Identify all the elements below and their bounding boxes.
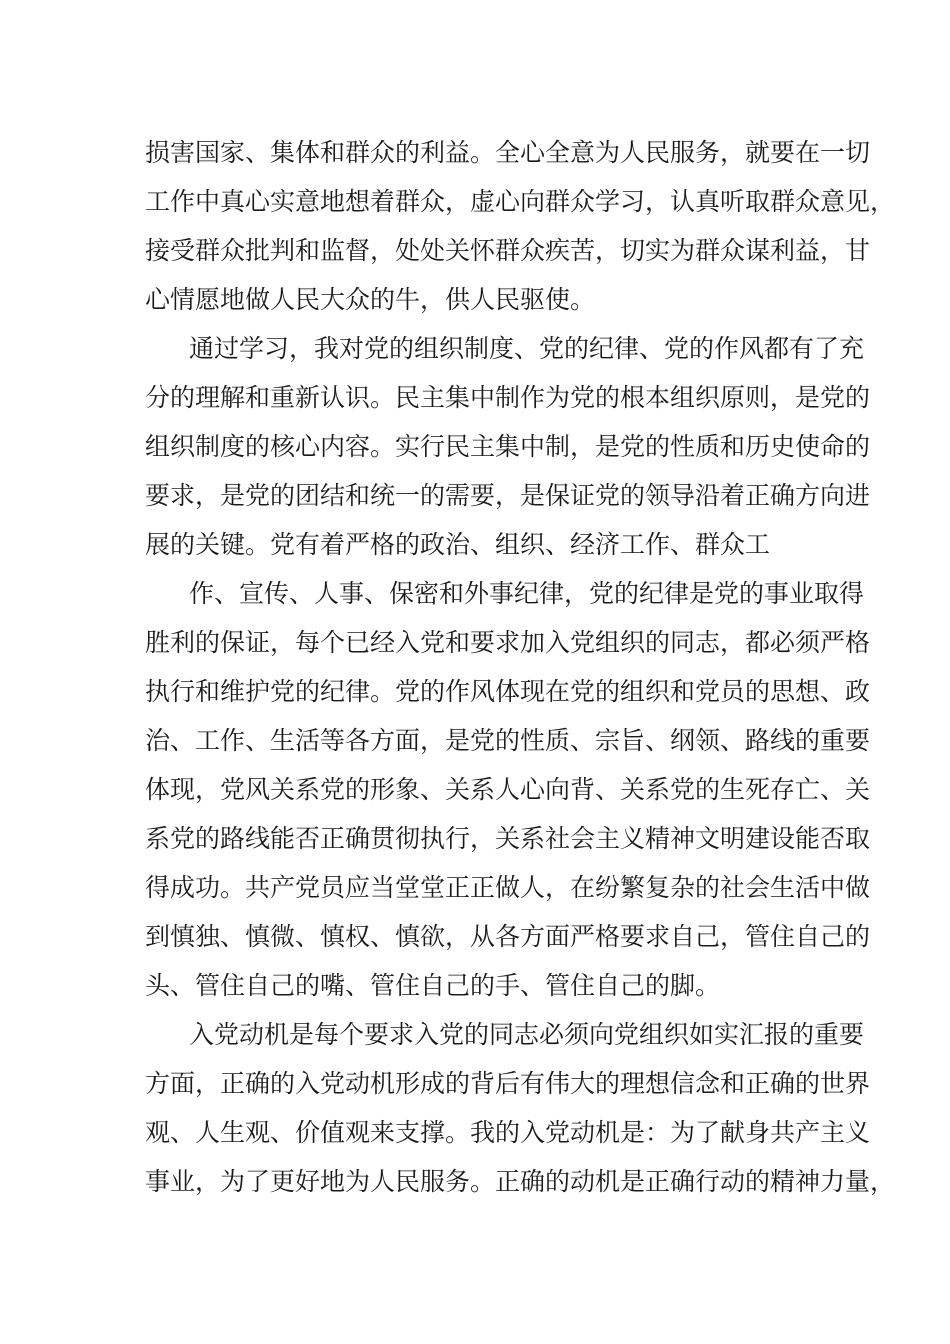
paragraph-2-line-4: 要求，是党的团结和统一的需要，是保证党的领导沿着正确方向进 bbox=[145, 481, 871, 510]
paragraph-4-line-4: 事业，为了更好地为人民服务。正确的动机是正确行动的精神力量， bbox=[145, 1167, 896, 1196]
paragraph-2-line-1: 通过学习，我对党的组织制度、党的纪律、党的作风都有了充 bbox=[189, 334, 865, 363]
paragraph-2-line-5: 展的关键。党有着严格的政治、组织、经济工作、群众工 bbox=[145, 530, 771, 559]
document-body bbox=[145, 128, 896, 1206]
paragraph-3-line-8: 到慎独、慎微、慎权、慎欲，从各方面严格要求自己，管住自己的 bbox=[145, 922, 871, 951]
paragraph-3-line-3: 执行和维护党的纪律。党的作风体现在党的组织和党员的思想、政 bbox=[145, 677, 871, 706]
paragraph-3-line-2: 胜利的保证，每个已经入党和要求加入党组织的同志，都必须严格 bbox=[145, 628, 871, 657]
paragraph-1-line-1: 损害国家、集体和群众的利益。全心全意为人民服务，就要在一切 bbox=[145, 138, 871, 167]
paragraph-3-line-1: 作、宣传、人事、保密和外事纪律，党的纪律是党的事业取得 bbox=[189, 579, 865, 608]
paragraph-3-line-5: 体现，党风关系党的形象、关系人心向背、关系党的生死存亡、关 bbox=[145, 775, 871, 804]
paragraph-2-line-3: 组织制度的核心内容。实行民主集中制，是党的性质和历史使命的 bbox=[145, 432, 871, 461]
paragraph-1-line-4: 心情愿地做人民大众的牛，供人民驱使。 bbox=[145, 285, 596, 314]
paragraph-3-line-4: 治、工作、生活等各方面，是党的性质、宗旨、纲领、路线的重要 bbox=[145, 726, 871, 755]
paragraph-4-line-1: 入党动机是每个要求入党的同志必须向党组织如实汇报的重要 bbox=[189, 1020, 865, 1049]
paragraph-4-line-2: 方面，正确的入党动机形成的背后有伟大的理想信念和正确的世界 bbox=[145, 1069, 871, 1098]
paragraph-3-line-9: 头、管住自己的嘴、管住自己的手、管住自己的脚。 bbox=[145, 971, 721, 1000]
paragraph-4-line-3: 观、人生观、价值观来支撑。我的入党动机是：为了献身共产主义 bbox=[145, 1118, 871, 1147]
paragraph-3-line-7: 得成功。共产党员应当堂堂正正做人，在纷繁复杂的社会生活中做 bbox=[145, 873, 871, 902]
paragraph-3-line-6: 系党的路线能否正确贯彻执行，关系社会主义精神文明建设能否取 bbox=[145, 824, 871, 853]
paragraph-2-line-2: 分的理解和重新认识。民主集中制作为党的根本组织原则，是党的 bbox=[145, 383, 871, 412]
paragraph-1-line-2: 工作中真心实意地想着群众，虚心向群众学习，认真听取群众意见， bbox=[145, 187, 896, 216]
paragraph-1-line-3: 接受群众批判和监督，处处关怀群众疾苦，切实为群众谋利益，甘 bbox=[145, 236, 871, 265]
